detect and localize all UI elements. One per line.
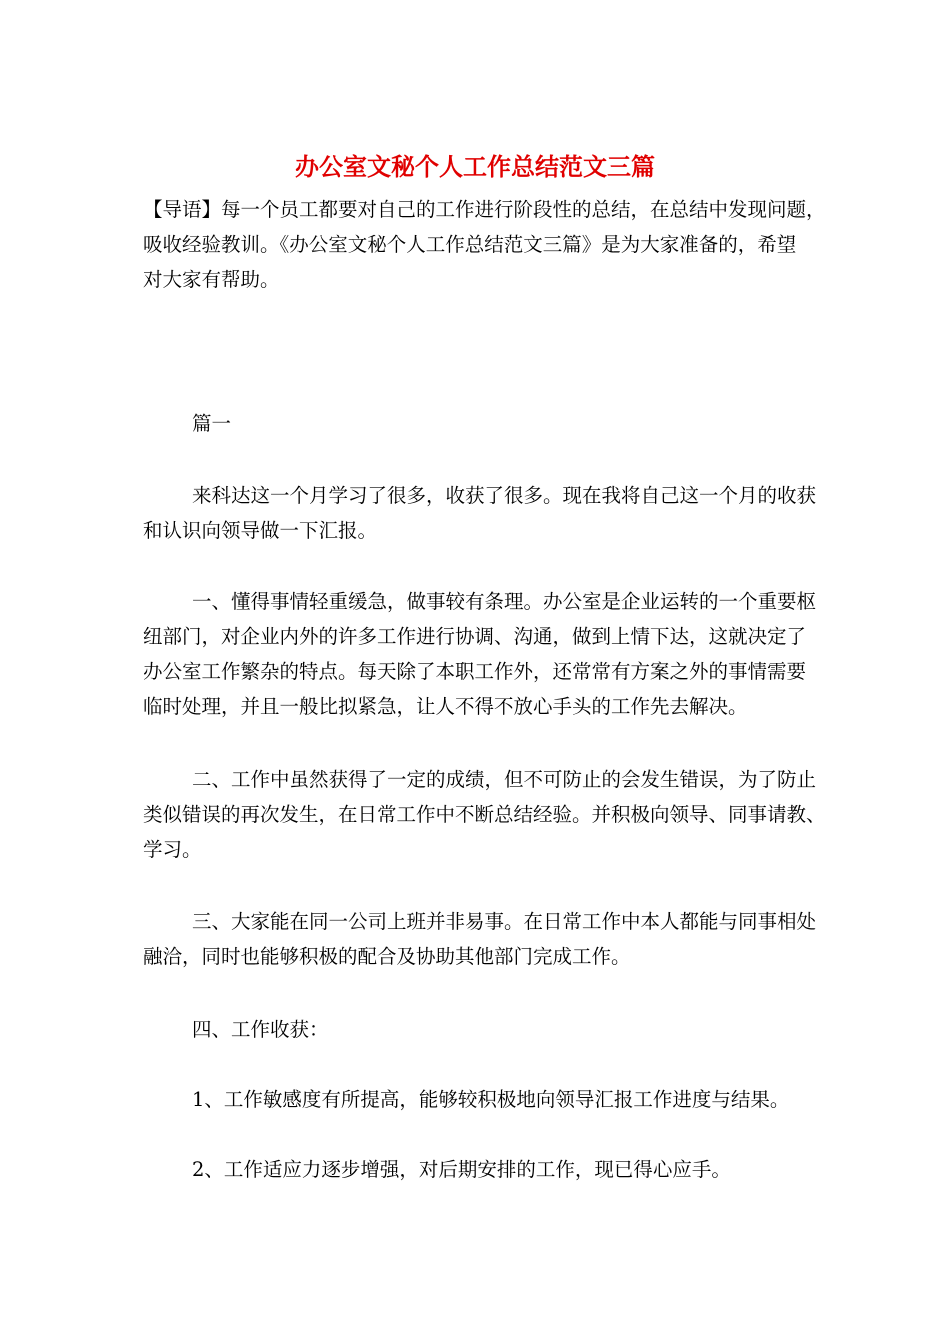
- document-title: 办公室文秘个人工作总结范文三篇: [295, 152, 655, 181]
- body-paragraph: [143, 1082, 811, 1117]
- body-paragraph: [143, 478, 817, 548]
- paragraph-line: 纽部门，对企业内外的许多工作进行协调、沟通，做到上情下达，这就决定了: [143, 625, 807, 648]
- paragraph-line: 2、工作适应力逐步增强，对后期安排的工作，现已得心应手。: [192, 1158, 731, 1181]
- paragraph-line: 临时处理，并且一般比拟紧急，让人不得不放心手头的工作先去解决。: [143, 695, 748, 718]
- intro-line: 吸收经验教训。《办公室文秘个人工作总结范文三篇》是为大家准备的，希望: [143, 233, 797, 256]
- paragraph-line: 来科达这一个月学习了很多，收获了很多。现在我将自己这一个月的收获: [192, 484, 817, 507]
- paragraph-line: 三、大家能在同一公司上班并非易事。在日常工作中本人都能与同事相处: [192, 910, 817, 933]
- intro-paragraph: [143, 192, 826, 297]
- paragraph-line: 和认识向领导做一下汇报。: [143, 519, 378, 542]
- body-paragraph: [143, 904, 817, 974]
- paragraph-line: 类似错误的再次发生，在日常工作中不断总结经验。并积极向领导、同事请教、: [143, 803, 826, 826]
- section-heading: 篇一: [192, 412, 232, 435]
- paragraph-line: 融洽，同时也能够积极的配合及协助其他部门完成工作。: [143, 945, 631, 968]
- paragraph-line: 1、工作敏感度有所提高，能够较积极地向领导汇报工作进度与结果。: [192, 1088, 790, 1111]
- paragraph-line: 学习。: [143, 838, 202, 861]
- intro-line: 【导语】每一个员工都要对自己的工作进行阶段性的总结，在总结中发现问题，: [143, 198, 826, 221]
- paragraph-line: 一、懂得事情轻重缓急，做事较有条理。办公室是企业运转的一个重要枢: [192, 590, 817, 613]
- body-paragraph: [143, 762, 826, 867]
- intro-line: 对大家有帮助。: [143, 268, 280, 291]
- body-paragraph: [143, 1012, 811, 1047]
- paragraph-line: 四、工作收获：: [192, 1018, 329, 1041]
- section-heading-block: [143, 406, 811, 441]
- body-paragraph: [143, 1152, 811, 1187]
- paragraph-line: 办公室工作繁杂的特点。每天除了本职工作外，还常常有方案之外的事情需要: [143, 660, 807, 683]
- paragraph-line: 二、工作中虽然获得了一定的成绩，但不可防止的会发生错误，为了防止: [192, 768, 817, 791]
- body-paragraph: [143, 584, 817, 724]
